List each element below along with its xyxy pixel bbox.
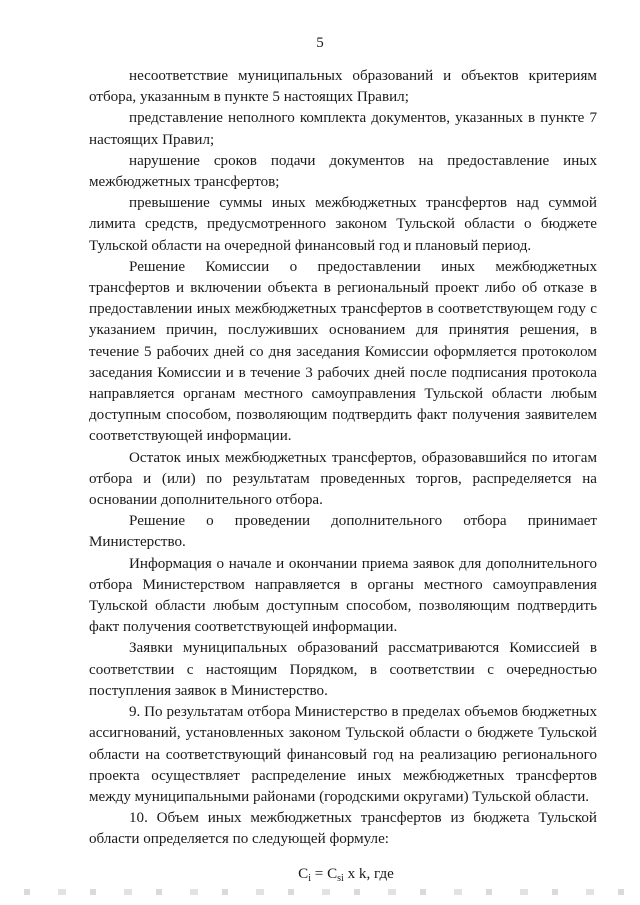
paragraph-commission-decision: Решение Комиссии о предоставлении иных межбюджетных трансфертов и включении объекта в региональный проект либо об отказе в предоставлении иных межбюджетных трансфертов в соответствующем году с указанием причин, послуживших основанием для принятия решения, в течение 5 рабочих дней со дня заседания Комиссии оформляется протоколом заседания Комиссии и в течение 3 рабочих дней после подписания протокола направляется органам местного самоуправления Тульской области любым доступным способом, позволяющим подтвердить факт получения заявителем соответствующей информации. <box>89 258 597 445</box>
paragraph-application-information: Информация о начале и окончании приема заявок для дополнительного отбора Министерством направляется в органы местного самоуправления Тульской области любым доступным способом, позволяющим подтвердить факт получения соответствующей информации. <box>89 555 597 636</box>
paragraph-item-10: 10. Объем иных межбюджетных трансфертов из бюджета Тульской области определяется по следующей формуле: <box>89 810 597 848</box>
page-number: 5 <box>316 35 324 51</box>
paragraph-deadline-violation: нарушение сроков подачи документов на предоставление иных межбюджетных трансфертов; <box>89 152 597 191</box>
formula-remainder: x k, где <box>343 865 394 882</box>
formula-ci-subscript: i <box>308 872 312 884</box>
formula-ci-symbol: C <box>298 865 309 882</box>
scan-artifact-strip <box>0 889 640 895</box>
transfer-amount-formula <box>89 864 597 885</box>
paragraph-incomplete-documents: представление неполного комплекта документов, указанных в пункте 7 настоящих Правил; <box>89 110 597 148</box>
formula-csi-symbol: C <box>327 865 338 882</box>
paragraph-additional-selection-decision: Решение о проведении дополнительного отбора принимает Министерство. <box>89 513 597 551</box>
document-body <box>89 66 597 885</box>
formula-csi-subscript: si <box>337 872 344 884</box>
paragraph-item-9: 9. По результатам отбора Министерство в пределах объемов бюджетных ассигнований, установленных законом Тульской области о бюджете Тульской области на соответствующий финансовый год на реализацию регионального проекта осуществляет распределение иных межбюджетных трансфертов между муниципальными районами (городскими округами) Тульской области. <box>89 704 597 805</box>
paragraph-remaining-transfers: Остаток иных межбюджетных трансфертов, образовавшийся по итогам отбора и (или) по результатам проведенных торгов, распределяется на основании дополнительного отбора. <box>89 449 597 509</box>
paragraph-limit-excess: превышение суммы иных межбюджетных трансфертов над суммой лимита средств, предусмотренного законом Тульской области о бюджете Тульской области на очередной финансовый год и плановый период. <box>89 195 597 254</box>
paragraph-application-review: Заявки муниципальных образований рассматриваются Комиссией в соответствии с настоящим Порядком, в соответствии с очередностью поступления заявок в Министерство. <box>89 640 597 699</box>
paragraph-criteria-mismatch: несоответствие муниципальных образований и объектов критериям отбора, указанным в пункте 5 настоящих Правил; <box>89 68 597 106</box>
formula-equals: = <box>311 865 328 882</box>
